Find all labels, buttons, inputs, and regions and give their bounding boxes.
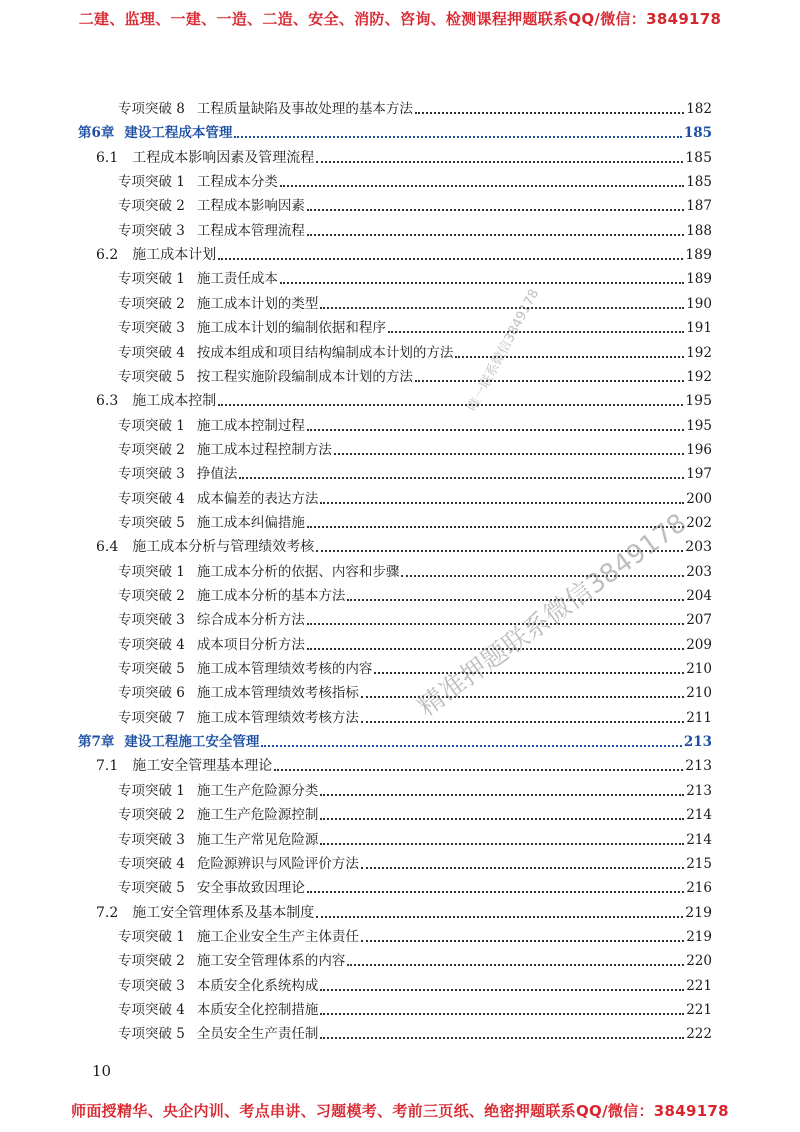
toc-entry-title: 施工成本计划 — [132, 247, 217, 263]
toc-entry-number: 专项突破 3 — [118, 223, 185, 239]
toc-entry-label — [96, 755, 272, 777]
dot-leader — [374, 672, 684, 674]
toc-item-row — [118, 999, 712, 1021]
toc-page-number: 195 — [686, 418, 712, 434]
dot-leader — [320, 818, 684, 820]
toc-entry-label — [118, 1023, 318, 1045]
toc-entry-title: 施工成本分析的基本方法 — [196, 588, 346, 604]
toc-entry-title: 按成本组成和项目结构编制成本计划的方法 — [196, 345, 454, 361]
watermark-large: 精准押题联系微信3849178 — [412, 508, 693, 723]
toc-entry-number: 第6章 — [78, 125, 115, 141]
toc-item-row — [118, 975, 712, 997]
toc-page-number: 190 — [686, 296, 712, 312]
toc-entry-label — [118, 439, 332, 461]
toc-item-row — [118, 171, 712, 193]
dot-leader — [239, 477, 684, 479]
toc-entry-title: 危险源辨识与风险评价方法 — [196, 856, 359, 872]
toc-entry-title: 综合成本分析方法 — [196, 612, 305, 628]
toc-entry-number: 专项突破 3 — [118, 320, 185, 336]
toc-page-number: 200 — [686, 491, 712, 507]
toc-page-number: 214 — [686, 832, 712, 848]
dot-leader — [320, 989, 684, 991]
toc-item-row — [118, 293, 712, 315]
toc-entry-label — [118, 366, 413, 388]
toc-entry-label — [118, 561, 399, 583]
toc-section-row — [96, 147, 712, 169]
toc-item-row — [118, 609, 712, 631]
toc-entry-title: 施工成本计划的编制依据和程序 — [196, 320, 386, 336]
toc-entry-number: 专项突破 4 — [118, 491, 185, 507]
toc-entry-number: 专项突破 7 — [118, 710, 185, 726]
toc-page-number: 219 — [686, 929, 712, 945]
toc-entry-label — [118, 293, 318, 315]
toc-entry-title: 本质安全化控制措施 — [196, 1002, 319, 1018]
toc-page-number: 210 — [686, 685, 712, 701]
toc-page-number: 222 — [686, 1026, 712, 1042]
toc-entry-number: 专项突破 3 — [118, 978, 185, 994]
dot-leader — [307, 429, 684, 431]
toc-entry-label — [118, 463, 237, 485]
toc-entry-title: 工程成本分类 — [196, 174, 278, 190]
toc-entry-title: 工程成本影响因素及管理流程 — [132, 150, 315, 166]
toc-entry-number: 专项突破 2 — [118, 807, 185, 823]
dot-leader — [415, 380, 684, 382]
dot-leader — [361, 867, 684, 869]
toc-page-number: 214 — [686, 807, 712, 823]
toc-entry-number: 专项突破 4 — [118, 345, 185, 361]
dot-leader — [320, 1013, 684, 1015]
toc-section-row — [96, 244, 712, 266]
toc-item-row — [118, 98, 712, 120]
toc-entry-title: 建设工程成本管理 — [124, 125, 233, 141]
toc-entry-label — [96, 147, 314, 169]
dot-leader — [307, 526, 684, 528]
toc-entry-label — [118, 829, 318, 851]
toc-entry-label — [118, 609, 305, 631]
toc-entry-number: 7.1 — [96, 758, 119, 774]
toc-entry-label — [78, 731, 259, 753]
toc-page-number: 189 — [685, 247, 712, 263]
toc-page-number: 203 — [685, 539, 712, 555]
dot-leader — [218, 258, 683, 260]
toc-page-number: 219 — [685, 905, 712, 921]
toc-entry-title: 施工成本管理绩效考核指标 — [196, 685, 359, 701]
dot-leader — [320, 843, 684, 845]
dot-leader — [316, 161, 683, 163]
top-promo-banner: 二建、监理、一建、一造、二造、安全、消防、咨询、检测课程押题联系QQ/微信：3849178 — [78, 10, 722, 28]
dot-leader — [218, 404, 683, 406]
toc-entry-number: 专项突破 5 — [118, 515, 185, 531]
toc-item-row — [118, 780, 712, 802]
toc-entry-label — [118, 220, 305, 242]
dot-leader — [361, 721, 684, 723]
toc-item-row — [118, 829, 712, 851]
toc-entry-number: 专项突破 2 — [118, 588, 185, 604]
toc-chapter-row — [78, 122, 712, 144]
toc-entry-title: 施工成本分析与管理绩效考核 — [132, 539, 315, 555]
toc-item-row — [118, 926, 712, 948]
bottom-promo-banner: 师面授精华、央企内训、考点串讲、习题模考、考前三页纸、绝密押题联系QQ/微信：3849178 — [71, 1102, 729, 1120]
toc-entry-title: 施工成本计划的类型 — [196, 296, 319, 312]
dot-leader — [274, 769, 683, 771]
toc-page-number: 204 — [686, 588, 712, 604]
toc-page-number: 211 — [686, 710, 712, 726]
toc-page-number: 216 — [686, 880, 712, 896]
toc-entry-label — [118, 488, 318, 510]
toc-entry-number: 专项突破 4 — [118, 637, 185, 653]
toc-entry-number: 6.1 — [96, 150, 119, 166]
toc-entry-number: 专项突破 1 — [118, 564, 185, 580]
toc-item-row — [118, 512, 712, 534]
toc-page-number: 209 — [686, 637, 712, 653]
toc-entry-title: 挣值法 — [196, 466, 238, 482]
toc-item-row — [118, 317, 712, 339]
dot-leader — [347, 599, 684, 601]
page-number: 10 — [92, 1062, 112, 1080]
toc-page-number: 185 — [685, 150, 712, 166]
toc-page-number: 215 — [686, 856, 712, 872]
toc-entry-number: 6.4 — [96, 539, 119, 555]
toc-page-number: 185 — [683, 125, 712, 141]
toc-entry-number: 6.3 — [96, 393, 119, 409]
dot-leader — [280, 185, 684, 187]
toc-entry-title: 施工责任成本 — [196, 271, 278, 287]
toc-entry-title: 施工成本控制 — [132, 393, 217, 409]
dot-leader — [361, 940, 684, 942]
toc-entry-title: 工程质量缺陷及事故处理的基本方法 — [196, 101, 413, 117]
toc-entry-label — [118, 317, 386, 339]
toc-entry-label — [118, 804, 318, 826]
dot-leader — [347, 964, 684, 966]
dot-leader — [361, 696, 684, 698]
toc-item-row — [118, 950, 712, 972]
toc-entry-number: 7.2 — [96, 905, 119, 921]
dot-leader — [280, 282, 684, 284]
watermark-small: 唯一联系微信3849178 — [465, 286, 543, 414]
toc-entry-number: 专项突破 4 — [118, 1002, 185, 1018]
toc-page-number: 221 — [686, 1002, 712, 1018]
toc-item-row — [118, 195, 712, 217]
toc-item-row — [118, 1023, 712, 1045]
toc-entry-title: 成本偏差的表达方法 — [196, 491, 319, 507]
toc-entry-label — [118, 707, 359, 729]
toc-entry-title: 安全事故致因理论 — [196, 880, 305, 896]
toc-entry-label — [118, 780, 318, 802]
toc-entry-label — [118, 877, 305, 899]
toc-entry-number: 专项突破 3 — [118, 612, 185, 628]
toc-entry-label — [118, 415, 305, 437]
toc-entry-title: 成本项目分析方法 — [196, 637, 305, 653]
toc-entry-label — [118, 950, 345, 972]
toc-entry-number: 专项突破 5 — [118, 369, 185, 385]
toc-entry-number: 专项突破 8 — [118, 101, 185, 117]
toc-item-row — [118, 342, 712, 364]
toc-entry-number: 6.2 — [96, 247, 119, 263]
toc-page-number: 192 — [686, 345, 712, 361]
toc-item-row — [118, 658, 712, 680]
toc-entry-title: 工程成本管理流程 — [196, 223, 305, 239]
toc-entry-number: 专项突破 2 — [118, 953, 185, 969]
toc-item-row — [118, 853, 712, 875]
toc-page-number: 213 — [685, 758, 712, 774]
toc-entry-number: 专项突破 5 — [118, 880, 185, 896]
toc-entry-label — [118, 634, 305, 656]
toc-entry-label — [118, 999, 318, 1021]
toc-entry-title: 施工成本纠偏措施 — [196, 515, 305, 531]
toc-page-number: 196 — [686, 442, 712, 458]
toc-entry-number: 专项突破 1 — [118, 271, 185, 287]
dot-leader — [320, 1037, 684, 1039]
toc-entry-label — [118, 658, 372, 680]
toc-entry-title: 按工程实施阶段编制成本计划的方法 — [196, 369, 413, 385]
toc-item-row — [118, 463, 712, 485]
toc-entry-label — [96, 536, 314, 558]
dot-leader — [307, 209, 684, 211]
toc-entry-label — [118, 512, 305, 534]
toc-entry-label — [96, 244, 216, 266]
toc-entry-title: 施工成本过程控制方法 — [196, 442, 332, 458]
toc-section-row — [96, 902, 712, 924]
toc-item-row — [118, 877, 712, 899]
dot-leader — [320, 502, 684, 504]
toc-entry-title: 施工安全管理基本理论 — [132, 758, 273, 774]
toc-entry-title: 施工生产危险源分类 — [196, 783, 319, 799]
toc-page-number: 197 — [686, 466, 712, 482]
toc-entry-label — [118, 853, 359, 875]
toc-item-row — [118, 804, 712, 826]
toc-entry-label — [118, 926, 359, 948]
toc-entry-label — [96, 390, 216, 412]
toc-entry-number: 第7章 — [78, 734, 115, 750]
toc-entry-label — [118, 171, 278, 193]
toc-page-number: 207 — [686, 612, 712, 628]
dot-leader — [334, 453, 684, 455]
dot-leader — [261, 745, 681, 747]
toc-entry-title: 施工成本管理绩效考核的内容 — [196, 661, 373, 677]
toc-entry-number: 专项突破 2 — [118, 296, 185, 312]
toc-page-number: 213 — [683, 734, 712, 750]
toc-entry-number: 专项突破 6 — [118, 685, 185, 701]
toc-page-number: 202 — [686, 515, 712, 531]
toc-page-number: 203 — [686, 564, 712, 580]
toc-item-row — [118, 707, 712, 729]
toc-entry-title: 施工生产常见危险源 — [196, 832, 319, 848]
toc-page-number: 192 — [686, 369, 712, 385]
toc-page-number: 189 — [686, 271, 712, 287]
dot-leader — [316, 916, 683, 918]
toc-page-number: 182 — [686, 101, 712, 117]
dot-leader — [320, 794, 684, 796]
toc-item-row — [118, 585, 712, 607]
toc-entry-title: 工程成本影响因素 — [196, 198, 305, 214]
toc-page-number: 187 — [686, 198, 712, 214]
toc-entry-label — [118, 975, 318, 997]
toc-entry-label — [78, 122, 232, 144]
toc-entry-number: 专项突破 3 — [118, 832, 185, 848]
toc-entry-number: 专项突破 2 — [118, 198, 185, 214]
toc-entry-title: 施工企业安全生产主体责任 — [196, 929, 359, 945]
toc-entry-number: 专项突破 1 — [118, 174, 185, 190]
toc-entry-number: 专项突破 1 — [118, 418, 185, 434]
toc-entry-label — [118, 268, 278, 290]
toc-item-row — [118, 488, 712, 510]
toc-section-row — [96, 755, 712, 777]
toc-item-row — [118, 220, 712, 242]
dot-leader — [388, 331, 684, 333]
toc-entry-label — [118, 682, 359, 704]
toc-entry-title: 施工安全管理体系的内容 — [196, 953, 346, 969]
toc-page-number: 213 — [686, 783, 712, 799]
dot-leader — [307, 891, 684, 893]
toc-item-row — [118, 268, 712, 290]
dot-leader — [234, 136, 681, 138]
toc-entry-label — [118, 585, 345, 607]
toc-entry-number: 专项突破 5 — [118, 1026, 185, 1042]
toc-page-number: 188 — [686, 223, 712, 239]
toc-page-number: 221 — [686, 978, 712, 994]
dot-leader — [307, 234, 684, 236]
toc-entry-label — [118, 98, 413, 120]
toc-entry-title: 施工安全管理体系及基本制度 — [132, 905, 315, 921]
toc-entry-label — [96, 902, 314, 924]
toc-item-row — [118, 634, 712, 656]
toc-entry-number: 专项突破 2 — [118, 442, 185, 458]
toc-entry-title: 本质安全化系统构成 — [196, 978, 319, 994]
dot-leader — [320, 307, 684, 309]
toc-entry-label — [118, 195, 305, 217]
toc-entry-number: 专项突破 4 — [118, 856, 185, 872]
toc-item-row — [118, 366, 712, 388]
toc-entry-number: 专项突破 1 — [118, 929, 185, 945]
toc-item-row — [118, 415, 712, 437]
dot-leader — [307, 623, 684, 625]
toc-page-number: 185 — [686, 174, 712, 190]
dot-leader — [415, 112, 684, 114]
toc-entry-title: 施工成本分析的依据、内容和步骤 — [196, 564, 400, 580]
toc-entry-title: 建设工程施工安全管理 — [124, 734, 260, 750]
toc-entry-number: 专项突破 5 — [118, 661, 185, 677]
toc-section-row — [96, 390, 712, 412]
toc-entry-title: 施工成本管理绩效考核方法 — [196, 710, 359, 726]
dot-leader — [401, 575, 684, 577]
toc-item-row — [118, 439, 712, 461]
toc-entry-title: 施工生产危险源控制 — [196, 807, 319, 823]
toc-page-number: 210 — [686, 661, 712, 677]
toc-entry-number: 专项突破 1 — [118, 783, 185, 799]
toc-page-number: 195 — [685, 393, 712, 409]
toc-entry-title: 全员安全生产责任制 — [196, 1026, 319, 1042]
toc-chapter-row — [78, 731, 712, 753]
toc-entry-title: 施工成本控制过程 — [196, 418, 305, 434]
toc-page-number: 220 — [686, 953, 712, 969]
toc-page-number: 191 — [686, 320, 712, 336]
toc-entry-number: 专项突破 3 — [118, 466, 185, 482]
toc-entry-label — [118, 342, 453, 364]
